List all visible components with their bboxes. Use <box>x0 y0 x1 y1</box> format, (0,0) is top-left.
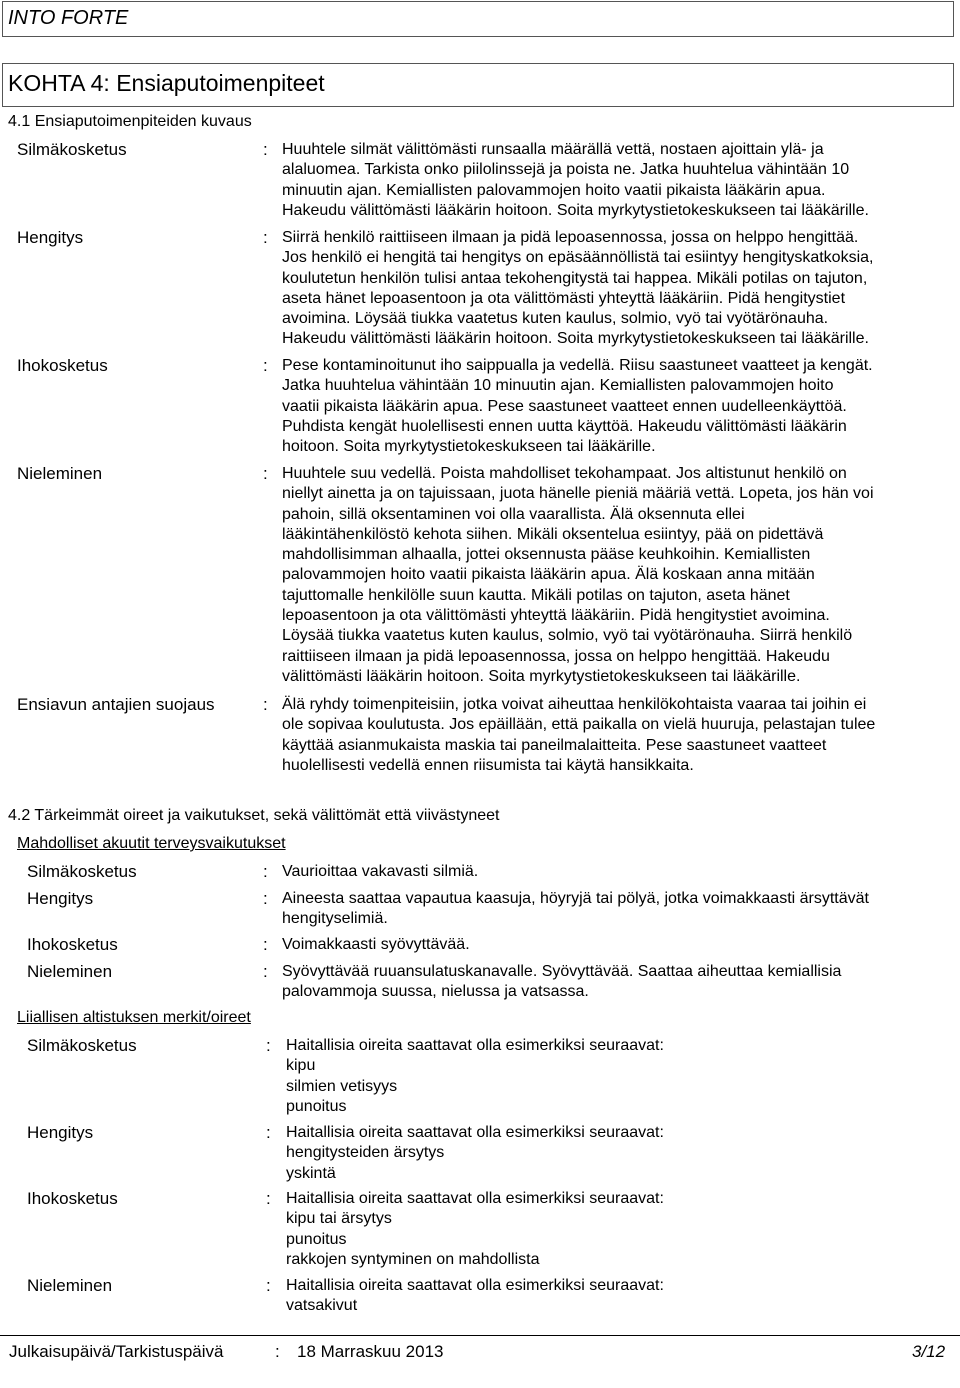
over-text-inhalation: Haitallisia oireita saattavat olla esimerkiksi seuraavat: hengitysteiden ärsytys yskintä <box>286 1124 664 1182</box>
text-ingestion: Huuhtele suu vedellä. Poista mahdolliset tekohampaat. Jos altistunut henkilö on niellyt ainetta ja on tajuissaan, juota hänelle pieniä määriä vettä. Lopeta, jos hän voi pahoin, sillä oksentaminen voi olla vaarallista. Älä oksennuta ellei lääkintähenkilöstö kehota siihen. Mikäli oksentelua esiintyy, pää on pidettävä mahdollisimman alhaalla, jottei oksennusta pääse keuhkoihin. Kemiallisten palovammojen hoito vaatii pikaista lääkärin apua. Älä koskaan anna mitään tajuttomalle henkilölle suun kautta. Mikäli potilas on tajuton, aseta hänet lepoasentoon ja ota välittömästi yhteyttä lääkäriin. Pidä hengitystiet avoimina. Löysää tiukka vaatetus kuten kaulus, solmio, vyö tai vyötärönauha. Siirrä henkilö raittiiseen ilmaan ja pidä lepoasennossa, jossa on helppo hengittää. Hakeudu välittömästi lääkärin hoitoon. Soita myrkytystietokeskukseen tai lääkärille. <box>282 465 874 685</box>
over-text-eye: Haitallisia oireita saattavat olla esimerkiksi seuraavat: kipu silmien vetisyys punoitus <box>286 1037 664 1115</box>
colon: : <box>263 862 268 881</box>
label-inhalation: Hengitys <box>17 228 84 247</box>
colon: : <box>266 1189 271 1208</box>
colon: : <box>266 1276 271 1295</box>
colon: : <box>266 1036 271 1055</box>
over-label-skin: Ihokosketus <box>27 1189 118 1208</box>
acute-label-eye: Silmäkosketus <box>27 862 137 881</box>
colon: : <box>263 228 268 247</box>
over-label-eye: Silmäkosketus <box>27 1036 137 1055</box>
footer-date-label: Julkaisupäivä/Tarkistuspäivä <box>9 1342 224 1361</box>
heading-overexposure: Liiallisen altistuksen merkit/oireet <box>17 1009 251 1026</box>
acute-label-inhalation: Hengitys <box>27 889 94 908</box>
text-first-aider-protection: Älä ryhdy toimenpiteisiin, jotka voivat aiheuttaa henkilökohtaista vaaraa tai joihin ei ole sopivaa koulutusta. Jos epäillään, että paikalla on vielä huuruja, pelastajan tulee käyttää asianmukaista maskia tai paneilmalaitteita. Pese saastuneet vaatteet huolellisesti vedellä ennen riisumista tai käytä hansikkaita. <box>282 696 876 774</box>
section-title: KOHTA 4: Ensiaputoimenpiteet <box>8 70 325 96</box>
text-inhalation: Siirrä henkilö raittiiseen ilmaan ja pidä lepoasennossa, jossa on helppo hengittää. Jos henkilö ei hengitä tai hengitys on epäsäännöllistä tai esiintyy hengityskatkoksia, koulutetun henkilön tulisi antaa tekohengitystä tai happea. Mikäli potilas on tajuton, aseta hänet lepoasentoon ja ota välittömästi yhteyttä lääkäriin. Pidä hengitystiet avoimina. Löysää tiukka vaatetus kuten kaulus, solmio, vyö tai vyötärönauha. Hakeudu välittömästi lääkärin hoitoon. Soita myrkytystietokeskukseen tai lääkärille. <box>282 229 874 348</box>
heading-acute-effects: Mahdolliset akuutit terveysvaikutukset <box>17 835 286 852</box>
label-ingestion: Nieleminen <box>17 464 103 483</box>
label-skin-contact: Ihokosketus <box>17 356 108 375</box>
subsection-title-4-2: 4.2 Tärkeimmät oireet ja vaikutukset, sekä välittömät että viivästyneet <box>8 807 500 824</box>
acute-text-inhalation: Aineesta saattaa vapautua kaasuja, höyryjä tai pölyä, jotka voimakkaasti ärsyttävät hengityselimiä. <box>282 890 869 928</box>
text-eye-contact: Huuhtele silmät välittömästi runsaalla määrällä vettä, nostaen ajoittain ylä- ja alaluomea. Tarkista onko piilolinssejä ja poista ne. Jatka huuhtelua vähintään 10 minuutin ajan. Kemiallisten palovammojen hoito vaatii pikaista lääkärin apua. Hakeudu välittömästi lääkärin hoitoon. Soita myrkytystietokeskukseen tai lääkärille. <box>282 141 869 219</box>
colon: : <box>263 935 268 954</box>
text-skin-contact: Pese kontaminoitunut iho saippualla ja vedellä. Riisu saastuneet vaatteet ja kengät. Jatka huuhtelua vähintään 10 minuutin ajan. Kemiallisten palovammojen hoito vaatii pikaista lääkärin apua. Pese saastuneet vaatteet ennen uudelleenkäyttöä. Puhdista kengät huolellisesti ennen uutta käyttöä. Hakeudu välittömästi lääkärin hoitoon. Soita myrkytystietokeskukseen tai lääkärille. <box>282 357 873 456</box>
over-label-ingestion: Nieleminen <box>27 1276 113 1295</box>
colon: : <box>263 464 268 483</box>
label-first-aider-protection: Ensiavun antajien suojaus <box>17 695 215 714</box>
brand-name: INTO FORTE <box>8 7 129 29</box>
over-label-inhalation: Hengitys <box>27 1123 94 1142</box>
colon: : <box>263 962 268 981</box>
acute-text-skin: Voimakkaasti syövyttävää. <box>282 936 470 953</box>
acute-text-eye: Vaurioittaa vakavasti silmiä. <box>282 863 479 880</box>
colon: : <box>263 356 268 375</box>
colon: : <box>263 889 268 908</box>
acute-label-ingestion: Nieleminen <box>27 962 113 981</box>
over-text-ingestion: Haitallisia oireita saattavat olla esimerkiksi seuraavat: vatsakivut <box>286 1277 664 1315</box>
footer-divider <box>0 1335 960 1336</box>
page-number: 3/12 <box>912 1342 946 1361</box>
header-bar <box>2 1 954 37</box>
colon: : <box>263 695 268 714</box>
acute-text-ingestion: Syövyttävää ruuansulatuskanavalle. Syövyttävää. Saattaa aiheuttaa kemiallisia palovammoja suussa, nielussa ja vatsassa. <box>282 963 842 1001</box>
colon: : <box>266 1123 271 1142</box>
subsection-title-4-1: 4.1 Ensiaputoimenpiteiden kuvaus <box>8 113 252 130</box>
over-text-skin: Haitallisia oireita saattavat olla esimerkiksi seuraavat: kipu tai ärsytys punoitus rakkojen syntyminen on mahdollista <box>286 1190 664 1268</box>
footer-date: 18 Marraskuu 2013 <box>297 1342 444 1361</box>
acute-label-skin: Ihokosketus <box>27 935 118 954</box>
footer-colon: : <box>275 1342 280 1361</box>
colon: : <box>263 140 268 159</box>
label-eye-contact: Silmäkosketus <box>17 140 127 159</box>
